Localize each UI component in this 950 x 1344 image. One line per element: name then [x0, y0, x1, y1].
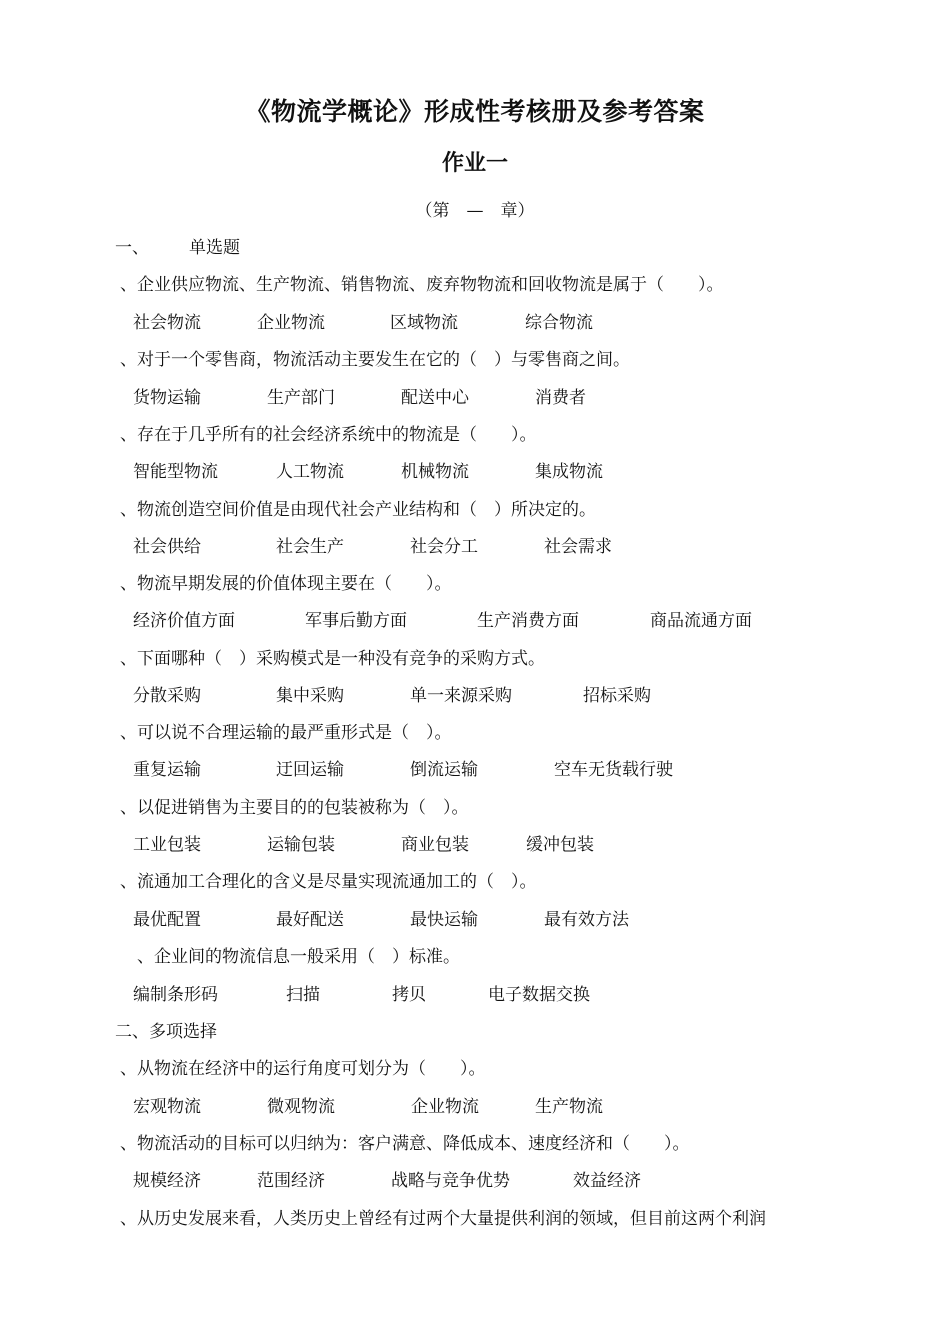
question: 、企业间的物流信息一般采用（ ）标准。	[120, 947, 460, 967]
option: 空车无货载行驶	[554, 760, 673, 780]
option-row	[133, 457, 603, 482]
option: 重复运输	[133, 760, 201, 780]
option: 迂回运输	[276, 760, 344, 780]
option: 军事后勤方面	[305, 611, 407, 631]
option: 社会物流	[133, 313, 201, 333]
option-row	[133, 308, 593, 333]
option-row	[133, 830, 594, 855]
option: 机械物流	[401, 462, 469, 482]
option: 生产物流	[535, 1097, 603, 1117]
option: 商品流通方面	[650, 611, 752, 631]
option: 拷贝	[392, 985, 426, 1005]
assignment-heading: 作业一	[441, 151, 508, 176]
option: 综合物流	[525, 313, 593, 333]
option: 范围经济	[257, 1171, 325, 1191]
option-row	[133, 606, 752, 631]
option: 微观物流	[267, 1097, 335, 1117]
question: 、存在于几乎所有的社会经济系统中的物流是（ ）。	[120, 425, 537, 445]
option: 人工物流	[276, 462, 344, 482]
option: 企业物流	[257, 313, 325, 333]
option: 企业物流	[411, 1097, 479, 1117]
option: 宏观物流	[133, 1097, 201, 1117]
option: 最好配送	[276, 910, 344, 930]
option-row	[133, 980, 590, 1005]
option: 商业包装	[401, 835, 469, 855]
option: 分散采购	[133, 686, 201, 706]
option: 工业包装	[133, 835, 201, 855]
question: 、物流早期发展的价值体现主要在（ ）。	[120, 574, 452, 594]
option: 集中采购	[276, 686, 344, 706]
question: 、物流创造空间价值是由现代社会产业结构和（ ）所决定的。	[120, 500, 596, 520]
option: 区域物流	[390, 313, 458, 333]
section-single-choice-heading	[115, 233, 240, 258]
question: 、从物流在经济中的运行角度可划分为（ ）。	[120, 1059, 486, 1079]
option-row	[133, 383, 586, 408]
section-label: 单选题	[189, 238, 240, 258]
section-multi-choice-heading: 二、多项选择	[115, 1022, 217, 1042]
option: 编制条形码	[133, 985, 218, 1005]
option: 效益经济	[573, 1171, 641, 1191]
chapter-label: （第 — 章）	[415, 201, 535, 221]
option: 货物运输	[133, 388, 201, 408]
option: 生产部门	[267, 388, 335, 408]
question: 、从历史发展来看，人类历史上曾经有过两个大量提供利润的领域，但目前这两个利润	[120, 1209, 766, 1229]
question: 、流通加工合理化的含义是尽量实现流通加工的（ ）。	[120, 872, 537, 892]
option: 规模经济	[133, 1171, 201, 1191]
question: 、企业供应物流、生产物流、销售物流、废弃物物流和回收物流是属于（ ）。	[120, 275, 724, 295]
question: 、对于一个零售商，物流活动主要发生在它的（ ）与零售商之间。	[120, 350, 630, 370]
option: 社会需求	[544, 537, 612, 557]
option: 缓冲包装	[526, 835, 594, 855]
question: 、以促进销售为主要目的的包装被称为（ ）。	[120, 798, 469, 818]
option: 扫描	[286, 985, 320, 1005]
option: 最有效方法	[544, 910, 629, 930]
option: 生产消费方面	[477, 611, 579, 631]
option: 消费者	[535, 388, 586, 408]
option: 战略与竞争优势	[391, 1171, 510, 1191]
document-title: 《物流学概论》形成性考核册及参考答案	[245, 97, 705, 126]
question: 、可以说不合理运输的最严重形式是（ ）。	[120, 723, 452, 743]
option: 招标采购	[583, 686, 651, 706]
option: 经济价值方面	[133, 611, 235, 631]
option-row	[133, 1166, 641, 1191]
option: 集成物流	[535, 462, 603, 482]
option: 配送中心	[401, 388, 469, 408]
option: 运输包装	[267, 835, 335, 855]
option: 智能型物流	[133, 462, 218, 482]
question: 、物流活动的目标可以归纳为：客户满意、降低成本、速度经济和（ ）。	[120, 1134, 690, 1154]
option: 最快运输	[410, 910, 478, 930]
option: 社会供给	[133, 537, 201, 557]
option-row	[133, 532, 612, 557]
option: 单一来源采购	[410, 686, 512, 706]
option-row	[133, 755, 673, 780]
option: 社会分工	[410, 537, 478, 557]
option: 社会生产	[276, 537, 344, 557]
section-number: 一、	[115, 238, 149, 258]
option-row	[133, 1092, 603, 1117]
option: 最优配置	[133, 910, 201, 930]
option: 电子数据交换	[488, 985, 590, 1005]
option-row	[133, 681, 651, 706]
question: 、下面哪种（ ）采购模式是一种没有竞争的采购方式。	[120, 649, 545, 669]
option-row	[133, 905, 629, 930]
option: 倒流运输	[410, 760, 478, 780]
